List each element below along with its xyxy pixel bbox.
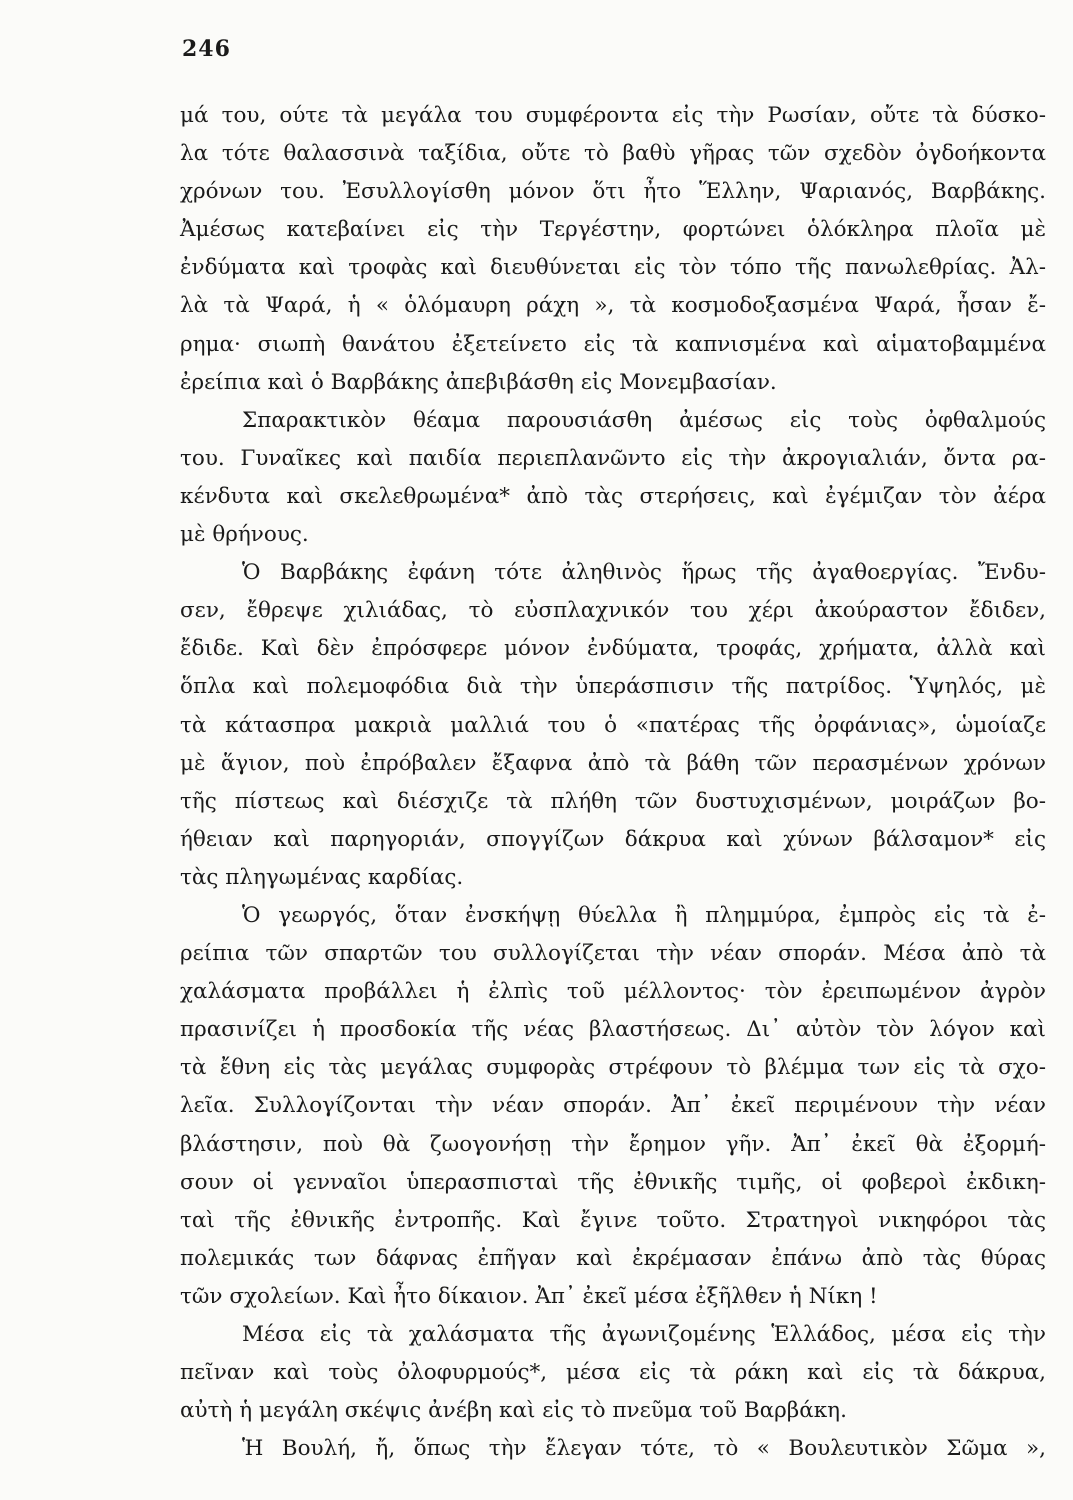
text-line: σεν, ἔθρεψε χιλιάδας, τὸ εὐσπλαχνικόν του χέρι ἀκούραστον ἔδιδεν, <box>180 598 1046 624</box>
text-line: ρημα· σιωπὴ θανάτου ἐξετείνετο εἰς τὰ καπνισμένα καὶ αἱματοβαμμένα <box>180 331 1046 357</box>
text-line: του. Γυναῖκες καὶ παιδία περιεπλανῶντο εἰς τὴν ἀκρογιαλιάν, ὄντα ρα- <box>180 445 1046 471</box>
text-block <box>180 97 1046 1468</box>
text-line: ἔδιδε. Καὶ δὲν ἐπρόσφερε μόνον ἐνδύματα, τροφάς, χρήματα, ἀλλὰ καὶ <box>180 636 1046 662</box>
text-line: Μέσα εἰς τὰ χαλάσματα τῆς ἀγωνιζομένης Ἑλλάδος, μέσα εἰς τὴν <box>242 1322 1046 1347</box>
text-line: λεῖα. Συλλογίζονται τὴν νέαν σποράν. Ἀπ᾽ ἐκεῖ περιμένουν τὴν νέαν <box>180 1093 1046 1119</box>
text-line: βλάστησιν, ποὺ θὰ ζωογονήσῃ τὴν ἔρημον γῆν. Ἀπ᾽ ἐκεῖ θὰ ἐξορμή- <box>180 1131 1046 1157</box>
text-line: τὰ κάτασπρα μακριὰ μαλλιά του ὁ «πατέρας τῆς ὀρφάνιας», ὡμοίαζε <box>180 712 1046 738</box>
text-line: λα τότε θαλασσινὰ ταξίδια, οὔτε τὸ βαθὺ γῆρας τῶν σχεδὸν ὀγδοήκοντα <box>180 141 1046 167</box>
text-line: ὅπλα καὶ πολεμοφόδια διὰ τὴν ὑπεράσπισιν τῆς πατρίδος. Ὑψηλός, μὲ <box>180 674 1046 700</box>
text-line: μὲ ἅγιον, ποὺ ἐπρόβαλεν ἔξαφνα ἀπὸ τὰ βάθη τῶν περασμένων χρόνων <box>180 750 1046 776</box>
text-line: Σπαρακτικὸν θέαμα παρουσιάσθη ἀμέσως εἰς τοὺς ὀφθαλμούς <box>242 407 1046 433</box>
text-line: τῆς πίστεως καὶ διέσχιζε τὰ πλήθη τῶν δυστυχισμένων, μοιράζων βο- <box>180 788 1046 814</box>
text-line: σουν οἱ γενναῖοι ὑπερασπισταὶ τῆς ἐθνικῆς τιμῆς, οἱ φοβεροὶ ἐκδικη- <box>180 1169 1046 1195</box>
text-line: μὲ θρήνους. <box>180 522 309 548</box>
text-line: ἐνδύματα καὶ τροφὰς καὶ διευθύνεται εἰς τὸν τόπο τῆς πανωλεθρίας. Ἀλ- <box>180 255 1046 281</box>
page-number: 246 <box>182 36 231 62</box>
text-line: ήθειαν καὶ παρηγοριάν, σπογγίζων δάκρυα καὶ χύνων βάλσαμον* εἰς <box>180 826 1046 852</box>
text-line: λὰ τὰ Ψαρά, ἡ « ὁλόμαυρη ράχη », τὰ κοσμοδοξασμένα Ψαρά, ἦσαν ἔ- <box>180 293 1046 319</box>
text-line: χαλάσματα προβάλλει ἡ ἐλπὶς τοῦ μέλλοντος· τὸν ἐρειπωμένον ἀγρὸν <box>180 979 1046 1005</box>
text-line: Ὁ γεωργός, ὅταν ἐνσκήψῃ θύελλα ἢ πλημμύρα, ἐμπρὸς εἰς τὰ ἐ- <box>242 902 1046 928</box>
text-line: ταὶ τῆς ἐθνικῆς ἐντροπῆς. Καὶ ἔγινε τοῦτο. Στρατηγοὶ νικηφόροι τὰς <box>180 1207 1046 1233</box>
text-line: κένδυτα καὶ σκελεθρωμένα* ἀπὸ τὰς στερήσεις, καὶ ἐγέμιζαν τὸν ἀέρα <box>180 483 1046 509</box>
text-line: τῶν σχολείων. Καὶ ἦτο δίκαιον. Ἀπ᾽ ἐκεῖ μέσα ἐξῆλθεν ἡ Νίκη ! <box>180 1283 878 1309</box>
text-line: μά του, ούτε τὰ μεγάλα του συμφέροντα εἰς τὴν Ρωσίαν, οὔτε τὰ δύσκο- <box>180 103 1046 128</box>
text-line: Ἀμέσως κατεβαίνει εἰς τὴν Τεργέστην, φορτώνει ὁλόκληρα πλοῖα μὲ <box>180 217 1046 243</box>
text-line: Ἡ Βουλή, ἤ, ὅπως τὴν ἔλεγαν τότε, τὸ « Βουλευτικὸν Σῶμα », <box>242 1436 1046 1462</box>
text-line: αὐτὴ ἡ μεγάλη σκέψις ἀνέβη καὶ εἰς τὸ πνεῦμα τοῦ Βαρβάκη. <box>180 1398 847 1424</box>
text-line: τὰς πληγωμένας καρδίας. <box>180 864 464 890</box>
text-line: πολεμικάς των δάφνας ἐπῆγαν καὶ ἐκρέμασαν ἐπάνω ἀπὸ τὰς θύρας <box>180 1245 1046 1271</box>
text-line: ἐρείπια καὶ ὁ Βαρβάκης ἀπεβιβάσθη εἰς Μονεμβασίαν. <box>180 369 777 395</box>
text-line: ρείπια τῶν σπαρτῶν του συλλογίζεται τὴν νέαν σποράν. Μέσα ἀπὸ τὰ <box>180 941 1046 967</box>
text-line: πρασινίζει ἡ προσδοκία τῆς νέας βλαστήσεως. Δι᾽ αὐτὸν τὸν λόγον καὶ <box>180 1017 1046 1043</box>
text-line: τὰ ἔθνη εἰς τὰς μεγάλας συμφορὰς στρέφουν τὸ βλέμμα των εἰς τὰ σχο- <box>180 1055 1046 1081</box>
text-line: χρόνων του. Ἐσυλλογίσθη μόνον ὅτι ἦτο Ἕλλην, Ψαριανός, Βαρβάκης. <box>180 179 1046 205</box>
text-line: Ὁ Βαρβάκης ἐφάνη τότε ἀληθινὸς ἥρως τῆς ἀγαθοεργίας. Ἔνδυ- <box>242 560 1046 586</box>
text-line: πεῖναν καὶ τοὺς ὀλοφυρμούς*, μέσα εἰς τὰ ράκη καὶ εἰς τὰ δάκρυα, <box>180 1360 1046 1386</box>
